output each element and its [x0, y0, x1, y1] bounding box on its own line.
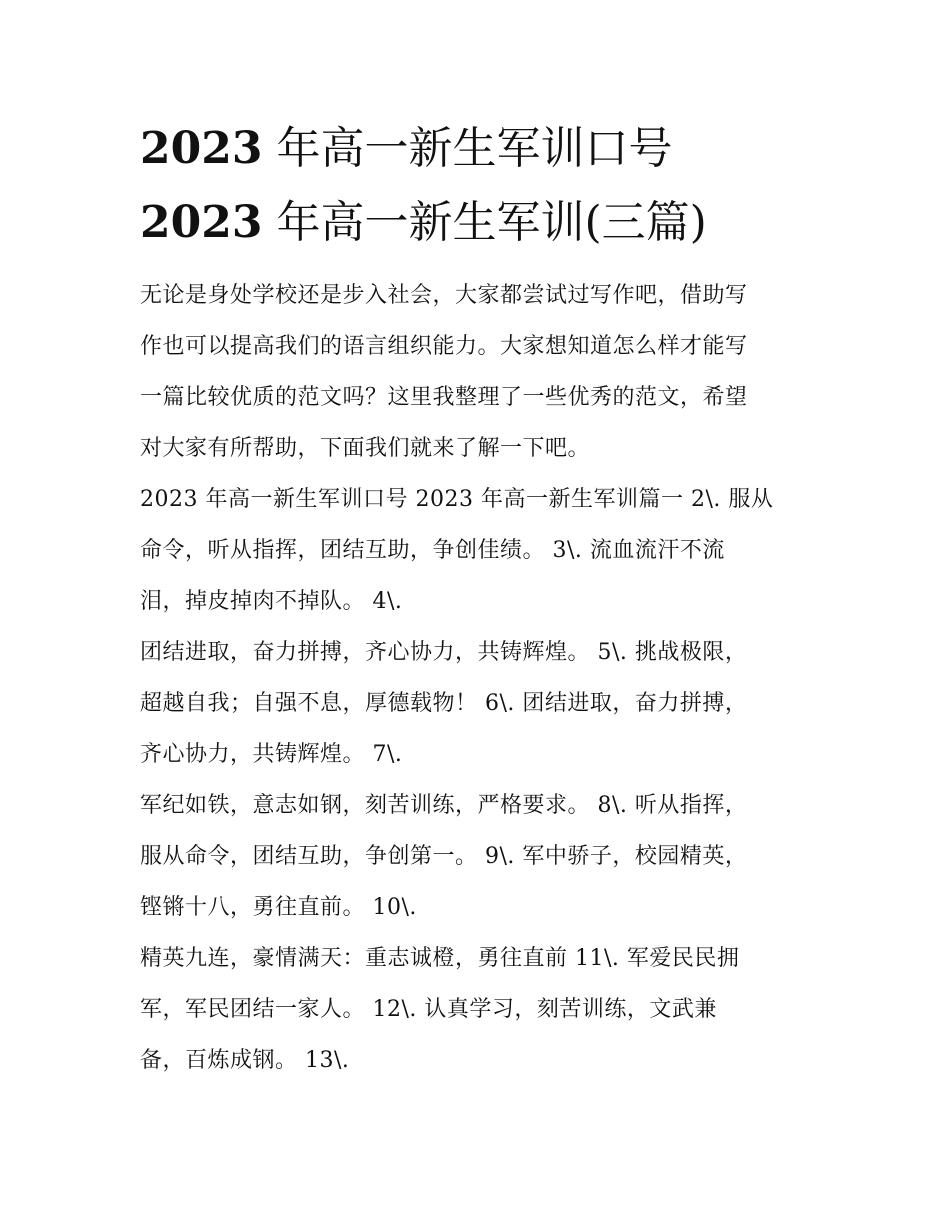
- slogan-paragraph-1: [140, 474, 800, 627]
- paragraph-line: 铿锵十八，勇往直前。 10\.: [140, 895, 417, 920]
- slogan-paragraph-4: [140, 933, 800, 1086]
- paragraph-line: 军，军民团结一家人。 12\. 认真学习，刻苦训练，文武兼: [140, 997, 717, 1022]
- paragraph-line: 服从命令，团结互助，争创第一。 9\. 军中骄子，校园精英，: [140, 844, 748, 869]
- paragraph-line: 精英九连，豪情满天：重志诚橙，勇往直前 11\. 军爱民民拥: [140, 946, 740, 971]
- title-line-1-year: 2023: [140, 123, 263, 174]
- intro-line: 对大家有所帮助，下面我们就来了解一下吧。: [140, 436, 591, 461]
- paragraph-line: 泪，掉皮掉肉不掉队。 4\.: [140, 589, 403, 614]
- intro-line: 作也可以提高我们的语言组织能力。大家想知道怎么样才能写: [140, 334, 748, 359]
- slogan-paragraph-2: [140, 627, 800, 780]
- title-line-2-year: 2023: [140, 197, 263, 248]
- paragraph-line: 团结进取，奋力拼搏，齐心协力，共铸辉煌。 5\. 挑战极限，: [140, 640, 748, 665]
- document-title-line-1: [140, 112, 820, 186]
- intro-line: 无论是身处学校还是步入社会，大家都尝试过写作吧，借助写: [140, 283, 748, 308]
- paragraph-line: 超越自我；自强不息，厚德载物！ 6\. 团结进取，奋力拼搏，: [140, 691, 748, 716]
- paragraph-line: 命令，听从指挥，团结互助，争创佳绩。 3\. 流血流汗不流: [140, 538, 725, 563]
- paragraph-line: 军纪如铁，意志如钢，刻苦训练，严格要求。 8\. 听从指挥，: [140, 793, 748, 818]
- paragraph-line: 2023 年高一新生军训口号 2023 年高一新生军训篇一 2\. 服从: [140, 487, 774, 512]
- title-line-1-text: 年高一新生军训口号: [276, 123, 673, 174]
- paragraph-line: 备，百炼成钢。 13\.: [140, 1048, 350, 1073]
- document-page: [140, 112, 820, 1086]
- title-line-2-text: 年高一新生军训(三篇): [276, 197, 707, 248]
- intro-line: 一篇比较优质的范文吗？这里我整理了一些优秀的范文，希望: [140, 385, 748, 410]
- document-title-line-2: [140, 186, 820, 260]
- intro-paragraph: [140, 270, 812, 474]
- slogan-paragraph-3: [140, 780, 800, 933]
- paragraph-line: 齐心协力，共铸辉煌。 7\.: [140, 742, 403, 767]
